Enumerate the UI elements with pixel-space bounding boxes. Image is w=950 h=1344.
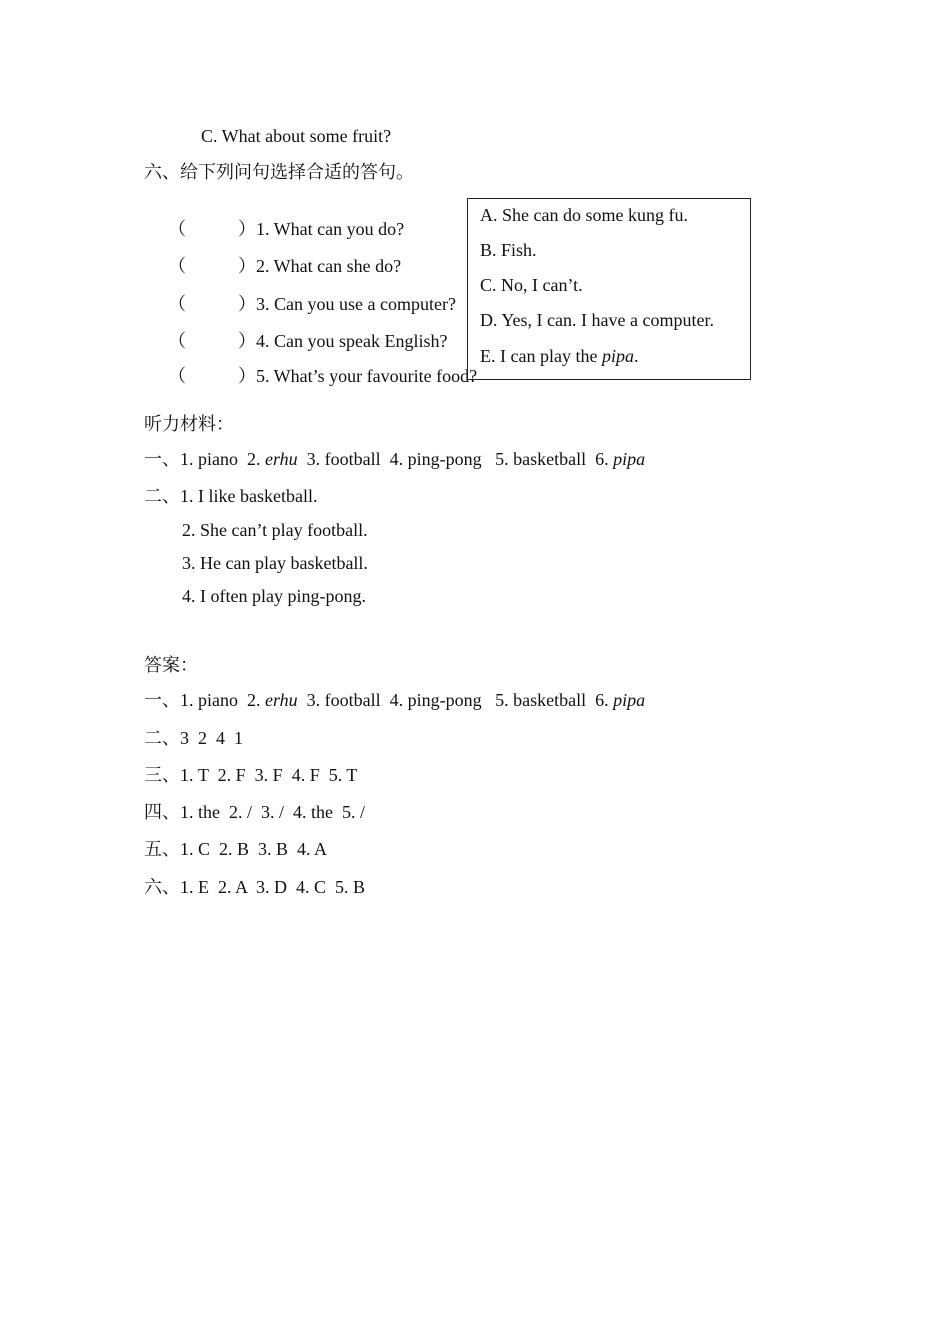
question-text: 1. What can you do? <box>256 219 405 239</box>
listening-part2-line-4: 4. I often play ping-pong. <box>182 586 366 606</box>
option-c: C. No, I can’t. <box>480 275 583 295</box>
question-text: 4. Can you speak English? <box>256 331 448 351</box>
answers-title: 答案： <box>144 655 198 675</box>
question-text: 5. What’s your favourite food? <box>256 366 478 386</box>
paren-close: ） <box>238 256 256 276</box>
answer-blank: （ <box>168 256 186 276</box>
option-a: A. She can do some kung fu. <box>480 205 688 225</box>
listening-part2-prefix: 二、 <box>144 486 180 506</box>
answer-blank: （ <box>168 294 186 314</box>
answer-blank: （ <box>168 219 186 239</box>
listening-part1 <box>144 448 645 470</box>
option-e-period: . <box>633 346 639 366</box>
option-e <box>480 345 638 367</box>
paren-close: ） <box>238 294 256 314</box>
answers-part2: 二、3 2 4 1 <box>144 728 243 748</box>
question-text: 2. What can she do? <box>256 256 402 276</box>
paren-close: ） <box>238 366 256 386</box>
listening-title: 听力材料： <box>144 414 234 434</box>
paren-close: ） <box>238 331 256 351</box>
listening-part1-a: 1. piano 2. <box>180 449 265 469</box>
listening-part2-line-1: 1. I like basketball. <box>180 486 318 506</box>
listening-part2-line-2: 2. She can’t play football. <box>182 520 368 540</box>
option-e-italic: pipa <box>601 346 634 366</box>
option-e-text: E. I can play the <box>480 346 602 366</box>
answers-part1-c: 3. football 4. ping-pong 5. basketball 6. <box>297 690 614 710</box>
listening-part1-c: 3. football 4. ping-pong 5. basketball 6. <box>297 449 614 469</box>
answers-part1-pipa: pipa <box>613 690 646 710</box>
paren-close: ） <box>238 219 256 239</box>
option-b: B. Fish. <box>480 240 537 260</box>
answer-blank: （ <box>168 366 186 386</box>
question-text: 3. Can you use a computer? <box>256 294 456 314</box>
answers-part1-prefix: 一、 <box>144 690 180 710</box>
prev-option-c: C. What about some fruit? <box>201 126 392 146</box>
answers-part1 <box>144 689 645 711</box>
answers-part4: 四、1. the 2. / 3. / 4. the 5. / <box>144 802 365 822</box>
options-box <box>467 198 751 380</box>
question-row-5 <box>150 343 477 409</box>
listening-part1-prefix: 一、 <box>144 449 180 469</box>
option-d: D. Yes, I can. I have a computer. <box>480 310 714 330</box>
listening-part2-first <box>144 485 317 507</box>
section6-title: 六、给下列问句选择合适的答句。 <box>144 162 414 182</box>
answers-part1-a: 1. piano 2. <box>180 690 265 710</box>
answer-blank: （ <box>168 331 186 351</box>
answers-part6: 六、1. E 2. A 3. D 4. C 5. B <box>144 877 366 897</box>
answers-part1-erhu: erhu <box>265 690 298 710</box>
answers-part3: 三、1. T 2. F 3. F 4. F 5. T <box>144 765 358 785</box>
listening-part1-pipa: pipa <box>613 449 646 469</box>
listening-part2-line-3: 3. He can play basketball. <box>182 553 368 573</box>
listening-part1-erhu: erhu <box>265 449 298 469</box>
answers-part5: 五、1. C 2. B 3. B 4. A <box>144 839 328 859</box>
